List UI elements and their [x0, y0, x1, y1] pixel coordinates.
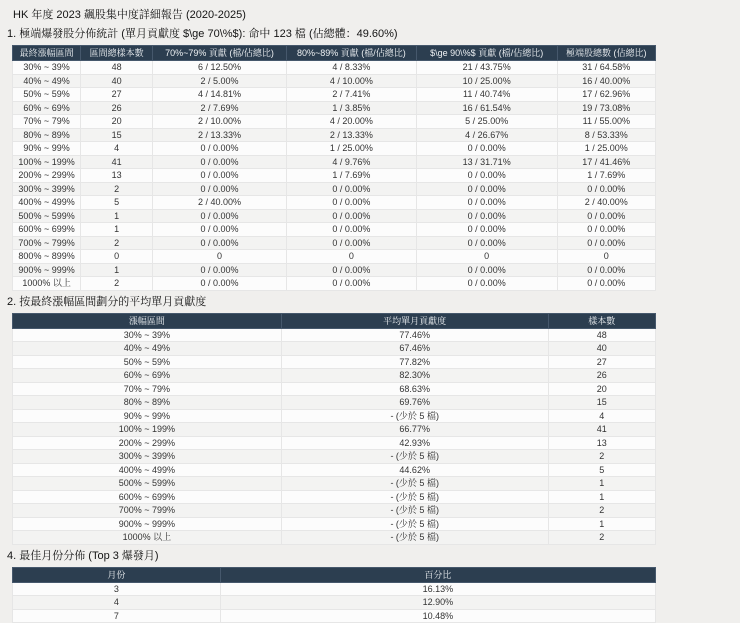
- table-cell: 69.76%: [281, 396, 548, 410]
- table-cell: 30% ~ 39%: [13, 328, 282, 342]
- table-cell: 10 / 25.00%: [416, 74, 557, 88]
- table-cell: 700% ~ 799%: [13, 236, 81, 250]
- table-cell: 60% ~ 69%: [13, 369, 282, 383]
- table-cell: 1: [548, 477, 655, 491]
- table-cell: 4: [81, 142, 153, 156]
- column-header: 極端股總數 (佔總比): [557, 46, 655, 61]
- table-row: [13, 609, 656, 623]
- table-row: [13, 517, 656, 531]
- table-cell: 70% ~ 79%: [13, 382, 282, 396]
- table-cell: 1 / 25.00%: [286, 142, 416, 156]
- table-row: [13, 355, 656, 369]
- table-row: [13, 463, 656, 477]
- table-row: [13, 74, 656, 88]
- table-cell: 0 / 0.00%: [286, 263, 416, 277]
- table-cell: 40% ~ 49%: [13, 74, 81, 88]
- table-cell: 2 / 13.33%: [286, 128, 416, 142]
- table-cell: 68.63%: [281, 382, 548, 396]
- table-cell: 5: [548, 463, 655, 477]
- table-cell: 41: [81, 155, 153, 169]
- table-cell: 67.46%: [281, 342, 548, 356]
- table-cell: 0 / 0.00%: [416, 223, 557, 237]
- table-cell: 100% ~ 199%: [13, 423, 282, 437]
- table-cell: 12.90%: [220, 596, 655, 610]
- table-cell: 27: [81, 88, 153, 102]
- column-header: $\ge 90\%$ 貢獻 (檔/佔總比): [416, 46, 557, 61]
- table-cell: 20: [548, 382, 655, 396]
- table-row: [13, 531, 656, 545]
- column-header: 80%~89% 貢獻 (檔/佔總比): [286, 46, 416, 61]
- table-row: [13, 88, 656, 102]
- table-header-row: [13, 313, 656, 328]
- table-cell: 0 / 0.00%: [416, 196, 557, 210]
- column-header: 樣本數: [548, 313, 655, 328]
- table-row: [13, 328, 656, 342]
- section-heading-avg-contribution: 2. 按最終漲幅區間劃分的平均單月貢獻度: [7, 295, 207, 308]
- table-cell: 2: [548, 531, 655, 545]
- table-cell: 11 / 55.00%: [557, 115, 655, 129]
- table-cell: 300% ~ 399%: [13, 182, 81, 196]
- table-cell: 800% ~ 899%: [13, 250, 81, 264]
- table-cell: 100% ~ 199%: [13, 155, 81, 169]
- table-cell: 8 / 53.33%: [557, 128, 655, 142]
- table-cell: 48: [81, 61, 153, 75]
- table-cell: 500% ~ 599%: [13, 209, 81, 223]
- table-cell: 10.48%: [220, 609, 655, 623]
- table-cell: - (少於 5 檔): [281, 409, 548, 423]
- table-cell: 4: [548, 409, 655, 423]
- table-cell: 2: [81, 182, 153, 196]
- table-cell: 0: [153, 250, 287, 264]
- table-cell: 82.30%: [281, 369, 548, 383]
- table-cell: 0: [416, 250, 557, 264]
- table-cell: 1: [81, 223, 153, 237]
- report-title: HK 年度 2023 飆股集中度詳細報告 (2020-2025): [13, 9, 246, 21]
- table-row: [13, 382, 656, 396]
- table-cell: 2 / 7.41%: [286, 88, 416, 102]
- table-cell: 300% ~ 399%: [13, 450, 282, 464]
- table-row: [13, 342, 656, 356]
- table-cell: 1 / 7.69%: [286, 169, 416, 183]
- table-cell: 2 / 7.69%: [153, 101, 287, 115]
- table-cell: 4 / 26.67%: [416, 128, 557, 142]
- table-cell: - (少於 5 檔): [281, 490, 548, 504]
- table-cell: 60% ~ 69%: [13, 101, 81, 115]
- table-cell: 4 / 9.76%: [286, 155, 416, 169]
- table-row: [13, 169, 656, 183]
- table-cell: 400% ~ 499%: [13, 196, 81, 210]
- table-cell: 11 / 40.74%: [416, 88, 557, 102]
- table-cell: 0: [286, 250, 416, 264]
- table-cell: 2 / 5.00%: [153, 74, 287, 88]
- table-cell: 20: [81, 115, 153, 129]
- table-row: [13, 582, 656, 596]
- column-header: 漲幅區間: [13, 313, 282, 328]
- table-cell: 1: [81, 209, 153, 223]
- table-cell: 200% ~ 299%: [13, 436, 282, 450]
- table-cell: 0 / 0.00%: [416, 182, 557, 196]
- table-cell: 40% ~ 49%: [13, 342, 282, 356]
- table-cell: 1 / 3.85%: [286, 101, 416, 115]
- table-cell: 0 / 0.00%: [153, 223, 287, 237]
- avg-contribution-table: [12, 313, 656, 545]
- column-header: 百分比: [220, 567, 655, 582]
- table-cell: 90% ~ 99%: [13, 409, 282, 423]
- table-cell: 0 / 0.00%: [557, 277, 655, 291]
- table-cell: 2: [81, 277, 153, 291]
- table-row: [13, 369, 656, 383]
- table-cell: 16 / 61.54%: [416, 101, 557, 115]
- table-cell: - (少於 5 檔): [281, 531, 548, 545]
- table-cell: 0 / 0.00%: [416, 142, 557, 156]
- section-heading-extreme-stats: 1. 極端爆發股分佈統計 (單月貢獻度 $\ge 70\%$): 命中 123 檔 (佔總體：49.60%): [7, 28, 398, 40]
- table-cell: 40: [81, 74, 153, 88]
- table-header-row: [13, 567, 656, 582]
- table-cell: 0 / 0.00%: [153, 142, 287, 156]
- table-cell: 0 / 0.00%: [153, 209, 287, 223]
- table-cell: 5: [81, 196, 153, 210]
- table-cell: 31 / 64.58%: [557, 61, 655, 75]
- table-row: [13, 236, 656, 250]
- table-cell: 80% ~ 89%: [13, 128, 81, 142]
- table-cell: 17 / 41.46%: [557, 155, 655, 169]
- table-cell: 0 / 0.00%: [153, 277, 287, 291]
- table-cell: 400% ~ 499%: [13, 463, 282, 477]
- table-cell: 13: [81, 169, 153, 183]
- table-cell: 3: [13, 582, 221, 596]
- table-cell: 15: [548, 396, 655, 410]
- column-header: 70%~79% 貢獻 (檔/佔總比): [153, 46, 287, 61]
- table-row: [13, 477, 656, 491]
- table-cell: 1000% 以上: [13, 531, 282, 545]
- table-cell: 77.82%: [281, 355, 548, 369]
- table-cell: 2: [81, 236, 153, 250]
- table-cell: 70% ~ 79%: [13, 115, 81, 129]
- table-cell: 44.62%: [281, 463, 548, 477]
- table-cell: 700% ~ 799%: [13, 504, 282, 518]
- table-cell: 1: [548, 490, 655, 504]
- table-cell: 2: [548, 450, 655, 464]
- table-row: [13, 490, 656, 504]
- table-cell: 0 / 0.00%: [153, 263, 287, 277]
- table-cell: 4 / 14.81%: [153, 88, 287, 102]
- table-cell: 7: [13, 609, 221, 623]
- table-row: [13, 250, 656, 264]
- table-cell: 0 / 0.00%: [153, 155, 287, 169]
- table-cell: 26: [548, 369, 655, 383]
- table-cell: 2: [548, 504, 655, 518]
- table-cell: 0 / 0.00%: [153, 169, 287, 183]
- table-cell: 15: [81, 128, 153, 142]
- table-row: [13, 209, 656, 223]
- table-cell: 4 / 10.00%: [286, 74, 416, 88]
- table-row: [13, 155, 656, 169]
- table-cell: 0 / 0.00%: [286, 223, 416, 237]
- table-cell: 13 / 31.71%: [416, 155, 557, 169]
- table-cell: 0 / 0.00%: [557, 182, 655, 196]
- table-cell: 0: [81, 250, 153, 264]
- table-cell: - (少於 5 檔): [281, 504, 548, 518]
- table-row: [13, 101, 656, 115]
- table-cell: 0 / 0.00%: [286, 209, 416, 223]
- table-cell: 41: [548, 423, 655, 437]
- table-cell: 2 / 40.00%: [153, 196, 287, 210]
- table-cell: 5 / 25.00%: [416, 115, 557, 129]
- column-header: 最終漲幅區間: [13, 46, 81, 61]
- table-cell: 16.13%: [220, 582, 655, 596]
- table-row: [13, 142, 656, 156]
- table-cell: 0 / 0.00%: [416, 209, 557, 223]
- table-row: [13, 115, 656, 129]
- table-cell: 90% ~ 99%: [13, 142, 81, 156]
- table-row: [13, 196, 656, 210]
- table-cell: 50% ~ 59%: [13, 355, 282, 369]
- table-cell: 1000% 以上: [13, 277, 81, 291]
- table-cell: 2 / 40.00%: [557, 196, 655, 210]
- table-cell: 0 / 0.00%: [286, 236, 416, 250]
- table-cell: 21 / 43.75%: [416, 61, 557, 75]
- table-cell: 1: [81, 263, 153, 277]
- table-cell: 1 / 7.69%: [557, 169, 655, 183]
- table-cell: 200% ~ 299%: [13, 169, 81, 183]
- table-cell: 13: [548, 436, 655, 450]
- table-cell: 26: [81, 101, 153, 115]
- table-cell: 0 / 0.00%: [153, 182, 287, 196]
- column-header: 平均單月貢獻度: [281, 313, 548, 328]
- table-row: [13, 436, 656, 450]
- table-cell: 500% ~ 599%: [13, 477, 282, 491]
- table-cell: 48: [548, 328, 655, 342]
- table-cell: 0 / 0.00%: [286, 277, 416, 291]
- table-cell: 6 / 12.50%: [153, 61, 287, 75]
- table-cell: 66.77%: [281, 423, 548, 437]
- table-cell: 50% ~ 59%: [13, 88, 81, 102]
- table-cell: 0 / 0.00%: [153, 236, 287, 250]
- table-cell: - (少於 5 檔): [281, 517, 548, 531]
- section-heading-best-months: 4. 最佳月份分佈 (Top 3 爆發月): [7, 549, 159, 562]
- table-cell: 2 / 13.33%: [153, 128, 287, 142]
- table-cell: - (少於 5 檔): [281, 477, 548, 491]
- table-cell: 0 / 0.00%: [557, 209, 655, 223]
- table-row: [13, 423, 656, 437]
- table-row: [13, 504, 656, 518]
- table-row: [13, 61, 656, 75]
- table-cell: 0 / 0.00%: [416, 277, 557, 291]
- table-row: [13, 450, 656, 464]
- table-cell: 0 / 0.00%: [557, 236, 655, 250]
- table-header-row: [13, 46, 656, 61]
- table-cell: - (少於 5 檔): [281, 450, 548, 464]
- table-cell: 0 / 0.00%: [416, 236, 557, 250]
- table-cell: 0 / 0.00%: [416, 263, 557, 277]
- best-months-table: [12, 567, 656, 623]
- table-row: [13, 263, 656, 277]
- table-cell: 27: [548, 355, 655, 369]
- table-cell: 1 / 25.00%: [557, 142, 655, 156]
- table-cell: 0 / 0.00%: [557, 223, 655, 237]
- table-cell: 30% ~ 39%: [13, 61, 81, 75]
- table-cell: 0 / 0.00%: [286, 196, 416, 210]
- table-cell: 4: [13, 596, 221, 610]
- table-cell: 4 / 8.33%: [286, 61, 416, 75]
- table-cell: 77.46%: [281, 328, 548, 342]
- table-cell: 2 / 10.00%: [153, 115, 287, 129]
- table-cell: 40: [548, 342, 655, 356]
- column-header: 月份: [13, 567, 221, 582]
- table-row: [13, 128, 656, 142]
- table-cell: 42.93%: [281, 436, 548, 450]
- column-header: 區間總樣本數: [81, 46, 153, 61]
- table-row: [13, 396, 656, 410]
- table-cell: 0 / 0.00%: [286, 182, 416, 196]
- table-cell: 16 / 40.00%: [557, 74, 655, 88]
- table-row: [13, 409, 656, 423]
- extreme-stats-table: [12, 45, 656, 291]
- table-cell: 900% ~ 999%: [13, 263, 81, 277]
- table-cell: 17 / 62.96%: [557, 88, 655, 102]
- table-cell: 0 / 0.00%: [416, 169, 557, 183]
- table-cell: 19 / 73.08%: [557, 101, 655, 115]
- table-cell: 4 / 20.00%: [286, 115, 416, 129]
- table-row: [13, 223, 656, 237]
- table-cell: 0 / 0.00%: [557, 263, 655, 277]
- table-cell: 0: [557, 250, 655, 264]
- table-cell: 80% ~ 89%: [13, 396, 282, 410]
- table-cell: 1: [548, 517, 655, 531]
- table-cell: 600% ~ 699%: [13, 490, 282, 504]
- table-row: [13, 182, 656, 196]
- table-row: [13, 596, 656, 610]
- table-cell: 600% ~ 699%: [13, 223, 81, 237]
- table-cell: 900% ~ 999%: [13, 517, 282, 531]
- table-row: [13, 277, 656, 291]
